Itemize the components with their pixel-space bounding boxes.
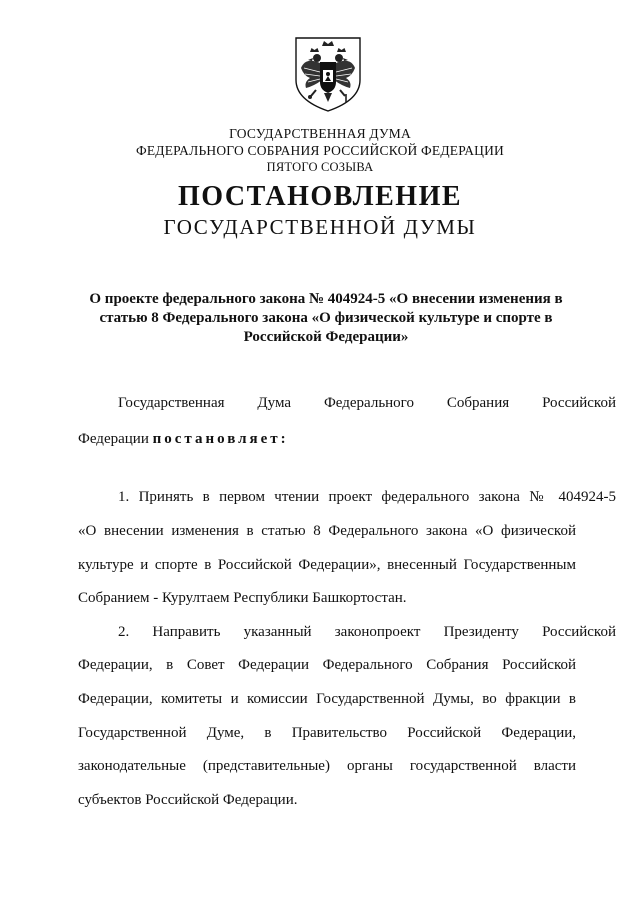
preamble-text: Федерации (78, 431, 153, 447)
caption-line: статью 8 Федерального закона «О физической культуре и спорте в (99, 310, 553, 326)
item-2-line: законодательные (представительные) органы государственной власти (78, 758, 576, 774)
document-title: ПОСТАНОВЛЕНИЕ (177, 181, 463, 212)
caption-line: О проекте федерального закона № 404924-5 «О внесении изменения в (89, 291, 563, 307)
preamble-line: Государственная Дума Федерального Собрания Российской (118, 395, 616, 411)
document-subtitle: ГОСУДАРСТВЕННОЙ ДУМЫ (163, 215, 477, 239)
item-1-line: Собранием - Курултаем Республики Башкортостан. (78, 590, 407, 606)
convocation: ПЯТОГО СОЗЫВА (266, 160, 374, 174)
item-1-line: 1. Принять в первом чтении проект федерального закона № 404924-5 (118, 489, 616, 505)
item-2-line: Федерации, комитеты и комиссии Государственной Думы, во фракции в (78, 691, 576, 707)
organization-assembly: ФЕДЕРАЛЬНОГО СОБРАНИЯ РОССИЙСКОЙ ФЕДЕРАЦИИ (136, 143, 504, 158)
russian-coat-of-arms-icon (292, 34, 364, 114)
item-2-line: 2. Направить указанный законопроект Президенту Российской (118, 624, 616, 640)
resolves-verb: постановляет: (152, 431, 289, 447)
item-2-line: Федерации, в Совет Федерации Федерального Собрания Российской (78, 657, 576, 673)
item-1-line: культуре и спорте в Российской Федерации», внесенный Государственным (78, 557, 576, 573)
caption-line: Российской Федерации» (243, 329, 409, 345)
organization-name: ГОСУДАРСТВЕННАЯ ДУМА (229, 126, 411, 141)
preamble-line (78, 430, 576, 449)
item-1-line: «О внесении изменения в статью 8 Федерального закона «О физической (78, 523, 576, 539)
item-2-line: субъектов Российской Федерации. (78, 792, 298, 808)
resolution-caption (76, 290, 576, 347)
item-2-line: Государственной Думе, в Правительство Российской Федерации, (78, 725, 576, 741)
